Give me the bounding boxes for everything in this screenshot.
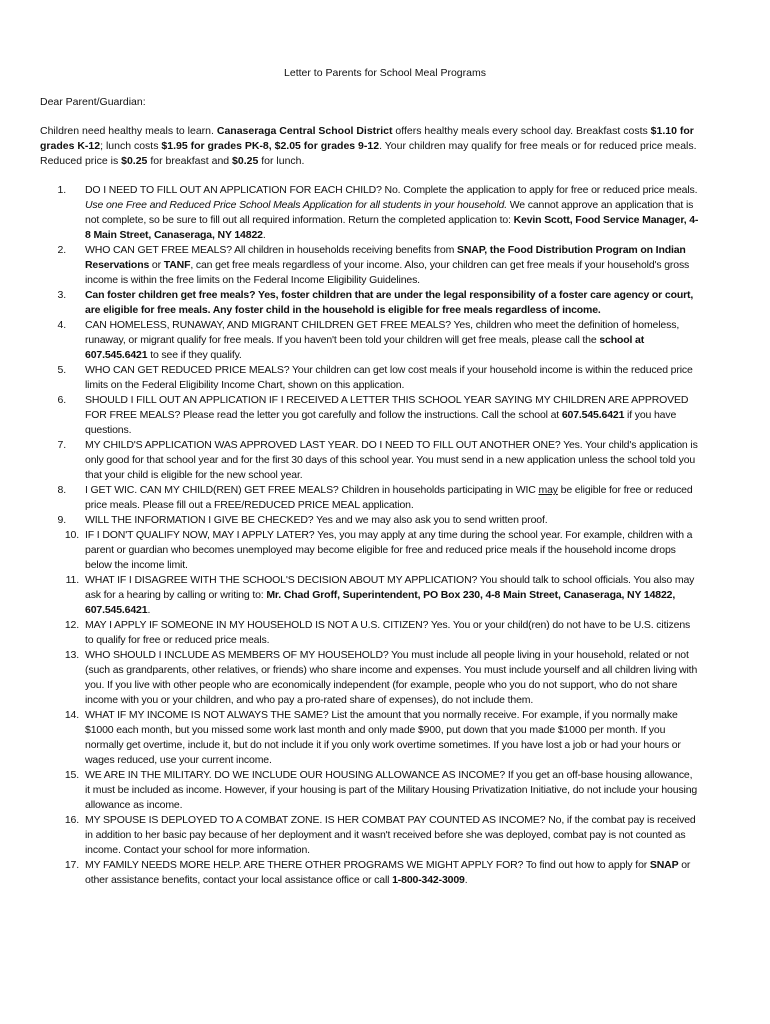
faq-list [40, 183, 700, 888]
breakfast-price: $1.10 for grades K-12 [40, 125, 694, 152]
list-item: 12. MAY I APPLY IF SOMEONE IN MY HOUSEHOLD IS NOT A U.S. CITIZEN? Yes. You or your child(ren) do not have to be U.S. citizens to qualify for free or reduced price meals. [64, 619, 691, 646]
reduced-lunch-price: $0.25 [232, 155, 259, 167]
list-item: 2. WHO CAN GET FREE MEALS? All children in households receiving benefits from SNAP, the Food Distribution Program on Indian Reservations or TANF, can get free meals regardless of your income. Also, your children can get free meals if your household's gross income is within the free limits on the Federal Income Eligibility Guidelines. [57, 244, 690, 286]
list-item: 16. MY SPOUSE IS DEPLOYED TO A COMBAT ZONE. IS HER COMBAT PAY COUNTED AS INCOME? No, if the combat pay is received in addition to her basic pay because of her deployment and it wasn't received before she was deployed, combat pay is not counted as income. Contact your school for more information. [64, 814, 696, 856]
intro-paragraph: Children need healthy meals to learn. Canaseraga Central School District offers healthy meals every school day. Breakfast costs $1.10 for grades K-12; lunch costs $1.95 for grades PK-8, $2.05 for grades 9-12. Your children may qualify for free meals or for reduced price meals. Reduced price is $0.25 for breakfast and $0.25 for lunch. [40, 125, 697, 167]
district-name: Canaseraga Central School District [216, 125, 393, 137]
list-item: 8. I GET WIC. CAN MY CHILD(REN) GET FREE MEALS? Children in households participating in WIC may be eligible for free or reduced price meals. Please fill out a FREE/REDUCED PRICE MEAL application. [57, 484, 693, 511]
list-item: 1. DO I NEED TO FILL OUT AN APPLICATION FOR EACH CHILD? No. Complete the application to apply for free or reduced price meals. Use one Free and Reduced Price School Meals Application for all students in your household. We cannot approve an application that is not complete, so be sure to fill out all required information. Return the completed application to: Kevin Scott, Food Service Manager, 4-8 Main Street, Canaseraga, NY 14822. [57, 184, 699, 241]
document-title: Letter to Parents for School Meal Programs [284, 67, 486, 79]
reduced-breakfast-price: $0.25 [121, 155, 148, 167]
list-item: 7. MY CHILD'S APPLICATION WAS APPROVED LAST YEAR. DO I NEED TO FILL OUT ANOTHER ONE? Yes. Your child's application is only good for that school year and for the first 30 days of this school year. You must send in a new application unless the school told you that your child is eligible for the new school year. [57, 439, 698, 481]
list-item: 10. IF I DON'T QUALIFY NOW, MAY I APPLY LATER? Yes, you may apply at any time during the school year. For example, children with a parent or guardian who becomes unemployed may become eligible for free and reduced price meals if the household income drops below the income limit. [64, 529, 693, 571]
list-item: 4. CAN HOMELESS, RUNAWAY, AND MIGRANT CHILDREN GET FREE MEALS? Yes, children who meet the definition of homeless, runaway, or migrant qualify for free meals. If you haven't been told your children will get free meals, please call the school at 607.545.6421 to see if they qualify. [57, 319, 680, 361]
list-item: 15. WE ARE IN THE MILITARY. DO WE INCLUDE OUR HOUSING ALLOWANCE AS INCOME? If you get an off-base housing allowance, it must be included as income. However, if your housing is part of the Military Housing Privatization Initiative, do not include your housing allowance as income. [64, 769, 698, 811]
list-item: 17. MY FAMILY NEEDS MORE HELP. ARE THERE OTHER PROGRAMS WE MIGHT APPLY FOR? To find out how to apply for SNAP or other assistance benefits, contact your local assistance office or call 1-800-342-3009. [64, 859, 691, 886]
list-item: 14. WHAT IF MY INCOME IS NOT ALWAYS THE SAME? List the amount that you normally receive. For example, if you normally make $1000 each month, but you missed some work last month and only made $900, put down that you made $1000 per month. If you normally get overtime, include it, but do not include it if you only work overtime sometimes. If you have lost a job or had your hours or wages reduced, use your current income. [64, 709, 681, 766]
list-item: 9. WILL THE INFORMATION I GIVE BE CHECKED? Yes and we may also ask you to send written proof. [57, 514, 548, 526]
list-item: 13. WHO SHOULD I INCLUDE AS MEMBERS OF MY HOUSEHOLD? You must include all people living in your household, related or not (such as grandparents, other relatives, or friends) who share income and expenses. You must include yourself and all children living with you. If you live with other people who are economically independent (for example, people who you do not support, who do not share income with you or your children, and who pay a pro-rated share of expenses), do not include them. [64, 649, 698, 706]
list-item: 3. Can foster children get free meals? Yes, foster children that are under the legal responsibility of a foster care agency or court, are eligible for free meals. Any foster child in the household is eligible for free meals regardless of income. [57, 289, 694, 316]
lunch-price: $1.95 for grades PK-8, $2.05 for grades 9-12 [161, 140, 380, 152]
list-item: 11. WHAT IF I DISAGREE WITH THE SCHOOL'S DECISION ABOUT MY APPLICATION? You should talk to school officials. You also may ask for a hearing by calling or writing to: Mr. Chad Groff, Superintendent, PO Box 230, 4-8 Main Street, Canaseraga, NY 14822, 607.545.6421. [65, 574, 695, 616]
list-item: 5. WHO CAN GET REDUCED PRICE MEALS? Your children can get low cost meals if your household income is within the reduced price limits on the Federal Eligibility Income Chart, shown on this application. [57, 364, 693, 391]
salutation: Dear Parent/Guardian: [40, 96, 146, 108]
list-item: 6. SHOULD I FILL OUT AN APPLICATION IF I RECEIVED A LETTER THIS SCHOOL YEAR SAYING MY CHILDREN ARE APPROVED FOR FREE MEALS? Please read the letter you got carefully and follow the instructions. Call the school at 607.545.6421 if you have questions. [57, 394, 689, 436]
